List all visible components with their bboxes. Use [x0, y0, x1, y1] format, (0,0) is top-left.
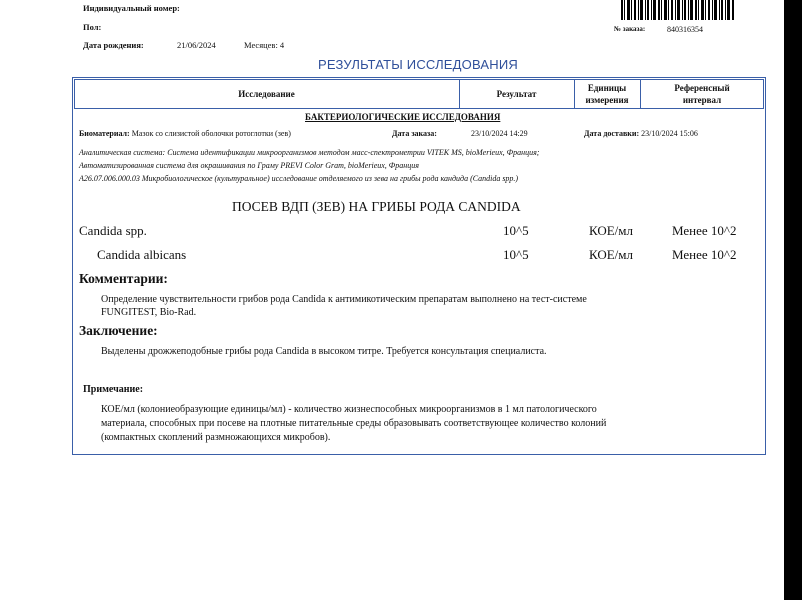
delivery-date-value: 23/10/2024 15:06	[641, 129, 698, 138]
note-line: (компактных скоплений размножающихся микробов).	[101, 432, 331, 443]
barcode-image	[621, 0, 734, 20]
patient-id-label: Индивидуальный номер:	[83, 3, 180, 13]
col-header-result: Результат	[496, 89, 537, 99]
biomaterial-label: Биоматериал:	[79, 129, 130, 138]
result-reference: Менее 10^2	[672, 247, 737, 262]
order-date-value: 23/10/2024 14:29	[471, 129, 528, 138]
result-name: Candida spp.	[79, 223, 147, 238]
note-line: материала, способных при посеве на плотные питательные среды образовывать соответствующее количество колоний	[101, 418, 607, 429]
biomaterial	[79, 129, 291, 138]
conclusion-heading: Заключение:	[79, 323, 158, 338]
patient-dob-value: 21/06/2024	[177, 40, 216, 50]
biomaterial-value: Мазок со слизистой оболочки ротоглотки (зев)	[131, 129, 291, 138]
patient-sex-label: Пол:	[83, 22, 102, 32]
delivery-date-label: Дата доставки:	[584, 129, 640, 138]
delivery-date	[584, 129, 698, 138]
result-unit: КОЕ/мл	[589, 223, 634, 238]
note-heading: Примечание:	[83, 384, 144, 395]
order-number-value: 840316354	[667, 25, 703, 34]
analytic-line: A26.07.006.000.03 Микробиологическое (культуральное) исследование отделяемого из зева на грибы рода кандида (Candida spp.)	[79, 174, 519, 183]
col-header-units-line2: измерения	[585, 95, 629, 105]
col-header-units	[574, 82, 640, 106]
patient-dob-label: Дата рождения:	[83, 40, 144, 50]
conclusion-text: Выделены дрожжеподобные грибы рода Candida в высоком титре. Требуется консультация специалиста.	[101, 346, 547, 357]
col-header-reference-line1: Референсный	[674, 83, 730, 93]
analytic-line: Автоматизированная система для окрашивания по Граму PREVI Color Gram, bioMerieux, Франция	[79, 161, 419, 170]
report-title: РЕЗУЛЬТАТЫ ИССЛЕДОВАНИЯ	[318, 57, 519, 72]
col-header-test: Исследование	[238, 89, 295, 99]
col-header-reference	[640, 82, 764, 106]
note-line: КОЕ/мл (колониеобразующие единицы/мл) - количество жизнеспособных микроорганизмов в 1 мл патологического	[101, 404, 597, 415]
analytic-line: Аналитическая система: Система идентификации микроорганизмов методом масс-спектрометрии VITEK MS, bioMerieux, Франция;	[79, 148, 540, 157]
result-name: Candida albicans	[97, 247, 187, 262]
section-heading: БАКТЕРИОЛОГИЧЕСКИЕ ИССЛЕДОВАНИЯ	[305, 112, 501, 122]
order-number-label: № заказа:	[614, 25, 646, 33]
result-reference: Менее 10^2	[672, 223, 737, 238]
result-value: 10^5	[503, 247, 529, 262]
order-date-label: Дата заказа:	[392, 129, 437, 138]
comments-line: Определение чувствительности грибов рода Candida к антимикотическим препаратам выполнено на тест-системе	[101, 294, 587, 305]
test-title: ПОСЕВ ВДП (ЗЕВ) НА ГРИБЫ РОДА CANDIDA	[232, 199, 521, 214]
result-value: 10^5	[503, 223, 529, 238]
comments-heading: Комментарии:	[79, 271, 168, 286]
result-unit: КОЕ/мл	[589, 247, 634, 262]
col-header-units-line1: Единицы	[587, 83, 627, 93]
col-header-reference-line2: интервал	[682, 95, 722, 105]
patient-age: Месяцев: 4	[244, 40, 285, 50]
comments-line: FUNGITEST, Bio-Rad.	[101, 307, 197, 318]
